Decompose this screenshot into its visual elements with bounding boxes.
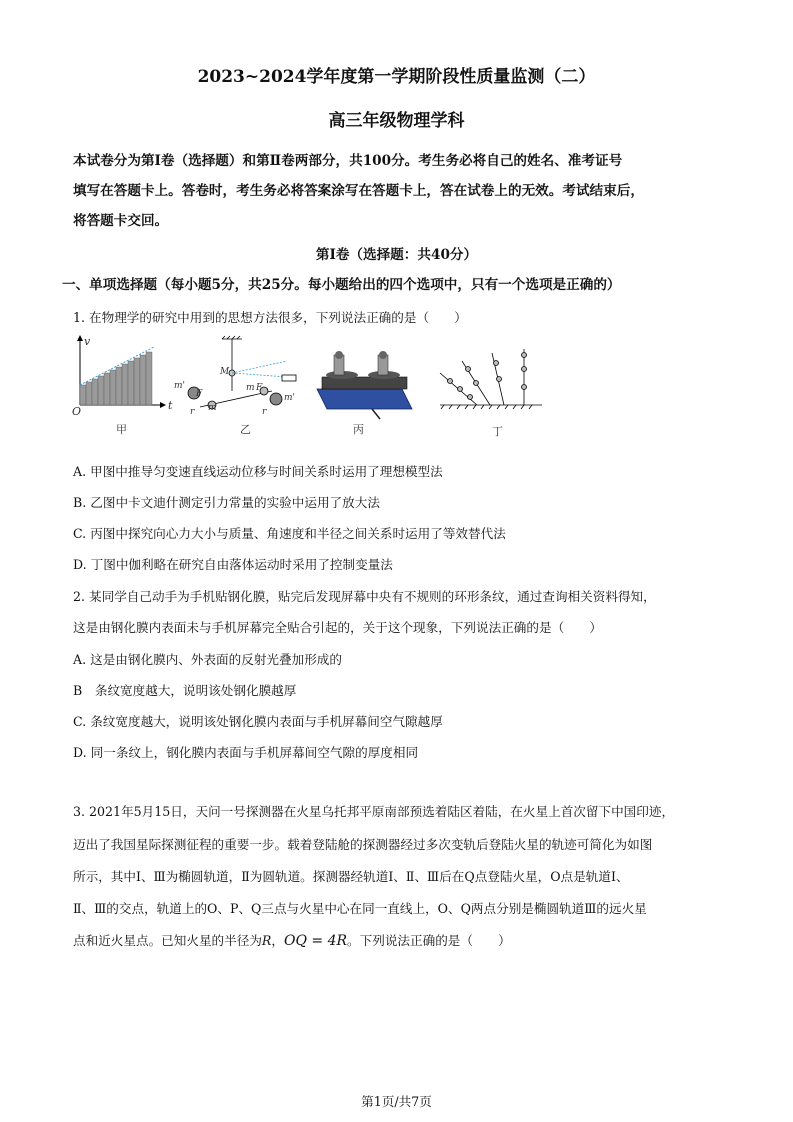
exam-title: 2023~2024学年度第一学期阶段性质量监测（二） — [197, 67, 596, 87]
label-r-left: r — [190, 407, 195, 417]
q2-option-d: D. 同一条纹上，钢化膜内表面与手机屏幕间空气隙的厚度相同 — [73, 745, 419, 760]
q3-line5-text-a: 点和近火星点。已知火星的半径为 — [73, 933, 262, 948]
figure-d-inclined-planes — [440, 349, 542, 409]
caption-c: 丙 — [353, 423, 364, 436]
q2-stem-line1: 2. 某同学自己动手为手机贴钢化膜，贴完后发现屏幕中央有不规则的环形条纹，通过查询相关资料得知， — [73, 589, 656, 604]
axis-t-label: t — [168, 399, 173, 412]
instruction-line: 本试卷分为第Ⅰ卷（选择题）和第Ⅱ卷两部分，共100分。考生务必将自己的姓名、准考证号 — [73, 153, 623, 169]
instruction-line: 将答题卡交回。 — [73, 213, 169, 229]
caption-b: 乙 — [240, 423, 251, 436]
instruction-line: 填写在答题卡上。答卷时，考生务必将答案涂写在答题卡上，答在试卷上的无效。考试结束后， — [73, 183, 644, 199]
q3-line5-comma: ， — [271, 933, 284, 948]
q3-line2: 迈出了我国星际探测征程的重要一步。载着登陆舱的探测器经过多次变轨后登陆火星的轨迹可简化为如图 — [73, 837, 653, 852]
q3-line3: 所示，其中Ⅰ、Ⅲ为椭圆轨道，Ⅱ为圆轨道。探测器经轨道Ⅰ、Ⅱ、Ⅲ后在Q点登陆火星，O点是轨道Ⅰ、 — [73, 869, 629, 884]
label-F-right: F — [256, 383, 263, 393]
q1-stem: 1. 在物理学的研究中用到的思想方法很多，下列说法正确的是（ ） — [73, 310, 467, 325]
q1-figure — [72, 333, 542, 443]
label-r-right: r — [262, 407, 267, 417]
q1-option-c: C. 丙图中探究向心力大小与质量、角速度和半径之间关系时运用了等效替代法 — [73, 526, 506, 541]
figure-b-torsion-balance — [188, 336, 296, 409]
label-M: M — [220, 367, 230, 377]
section-title: 第Ⅰ卷（选择题：共40分） — [315, 247, 478, 263]
q3-line4: Ⅱ、Ⅲ的交点，轨道上的O、P、Q三点与火星中心在同一直线上，O、Q两点分别是椭圆轨道Ⅲ的远火星 — [73, 901, 647, 916]
q2-option-b: B 条纹宽度越大，说明该处钢化膜越厚 — [73, 683, 297, 698]
caption-a: 甲 — [116, 423, 127, 436]
subject-title: 高三年级物理学科 — [328, 111, 465, 131]
q2-option-c: C. 条纹宽度越大，说明该处钢化膜内表面与手机屏幕间空气隙越厚 — [73, 714, 443, 729]
figure-a-vt-graph — [77, 335, 166, 408]
q3-line5-text-b: 。下列说法正确的是（ ） — [347, 933, 511, 948]
q3-line1: 3. 2021年5月15日，天问一号探测器在火星乌托邦平原南部预选着陆区着陆，在火星上首次留下中国印迹， — [73, 804, 675, 819]
q2-option-a: A. 这是由钢化膜内、外表面的反射光叠加形成的 — [73, 652, 342, 667]
label-m-right: m — [246, 383, 255, 393]
label-m-prime-left: m' — [174, 381, 186, 391]
q3-line5 — [73, 930, 511, 949]
q3-radius-symbol: R — [261, 933, 272, 948]
q1-option-b: B. 乙图中卡文迪什测定引力常量的实验中运用了放大法 — [73, 495, 380, 510]
label-m-prime-right: m' — [284, 393, 296, 403]
figure-c-centripetal-apparatus — [317, 351, 412, 419]
q1-option-a: A. 甲图中推导匀变速直线运动位移与时间关系时运用了理想模型法 — [73, 464, 443, 479]
exam-instructions — [73, 146, 733, 236]
label-m-left: m — [208, 403, 217, 413]
q2-stem-line2: 这是由钢化膜内表面未与手机屏幕完全贴合引起的，关于这个现象，下列说法正确的是（ ） — [73, 620, 602, 635]
caption-d: 丁 — [492, 425, 503, 438]
axis-v-label: v — [84, 335, 91, 348]
q1-figure-drawing — [72, 333, 542, 443]
origin-label: O — [72, 405, 82, 418]
label-F-left: F — [196, 389, 203, 399]
q3-oq-equation: OQ = 4R — [283, 933, 348, 949]
single-choice-heading: 一、单项选择题（每小题5分，共25分。每小题给出的四个选项中，只有一个选项是正确的） — [62, 277, 621, 293]
q1-option-d: D. 丁图中伽利略在研究自由落体运动时采用了控制变量法 — [73, 557, 393, 572]
page-number: 第1页/共7页 — [361, 1094, 432, 1109]
